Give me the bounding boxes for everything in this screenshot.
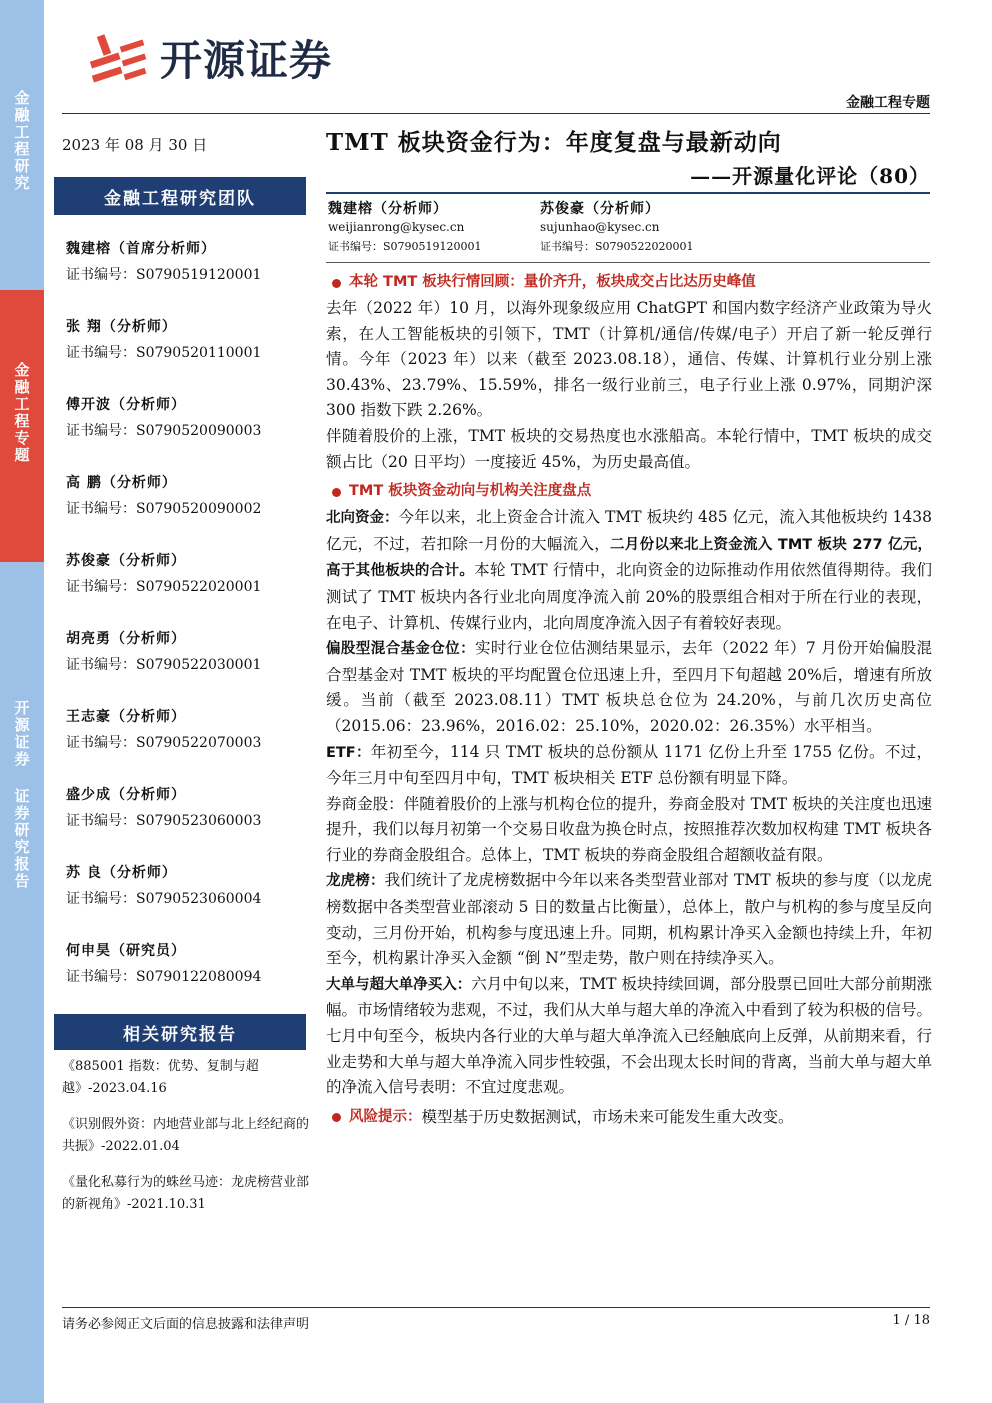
paragraph-highlight: 二月份以来北上资金流入 TMT 板块 277 亿元，高于其他板块的合计。 bbox=[326, 536, 932, 580]
author-email[interactable]: weijianrong@kysec.cn bbox=[328, 220, 465, 234]
analyst-name: 傅开波（分析师） bbox=[66, 397, 186, 413]
analyst-cert: 证书编号：S0790522070003 bbox=[66, 735, 262, 751]
report-body bbox=[326, 270, 932, 1130]
paragraph-northbound: 北向资金：今年以来，北上资金合计流入 TMT 板块约 485 亿元，流入其他板块约 1438 亿元，不过，若扣除一月份的大幅流入，二月份以来北上资金流入 TMT 板块 277 亿元，高于其他板块的合计。本轮 TMT 行情中，北向资金的边际推动作用依然值得期待。我们测试了 TMT 板块内各行业北向周度净流入前 20%的股票组合相对于所在行业的表现，在电子、计算机、传媒行业内，北向周度净流入因子有着较好表现。 bbox=[326, 508, 933, 632]
paragraph-broker-stocks: 券商金股：伴随着股价的上涨与机构仓位的提升，券商金股对 TMT 板块的关注度也迅速提升，我们以每月初第一个交易日收盘为换仓时点，按照推荐次数加权构建 TMT 板块各行业的券商金股组合。总体上，TMT 板块的券商金股组合超额收益有限。 bbox=[326, 794, 932, 864]
paragraph: 去年（2022 年）10 月，以海外现象级应用 ChatGPT 和国内数字经济产业政策为导火索，在人工智能板块的引领下，TMT（计算机/通信/传媒/电子）开启了新一轮反弹行情。今年（2023 年）以来（截至 2023.08.18），通信、传媒、计算机行业分别上涨 30.43%、23.79%、15.59%，排名一级行业前三，电子行业上涨 0.97%，同期沪深 300 指数下跌 2.26%。 bbox=[326, 299, 932, 420]
section-heading-text: TMT 板块资金动向与机构关注度盘点 bbox=[349, 483, 592, 500]
footer-disclaimer: 请务必参阅正文后面的信息披露和法律声明 bbox=[62, 1317, 310, 1332]
analyst-name: 苏俊豪（分析师） bbox=[66, 553, 186, 569]
analyst-cert: 证书编号：S0790522020001 bbox=[66, 579, 262, 595]
author-name: 苏俊豪（分析师） bbox=[540, 201, 660, 217]
report-date: 2023 年 08 月 30 日 bbox=[62, 136, 208, 154]
author-name: 魏建榕（分析师） bbox=[328, 201, 448, 217]
side-label-topic: 金融工程专题 bbox=[0, 290, 44, 562]
analyst-name: 苏 良（分析师） bbox=[66, 865, 177, 881]
analyst-cert: 证书编号：S0790520090002 bbox=[66, 501, 262, 517]
analyst-name: 胡亮勇（分析师） bbox=[66, 631, 186, 647]
analyst-name: 王志豪（分析师） bbox=[66, 709, 186, 725]
related-report-link[interactable]: 《识别假外资：内地营业部与北上经纪商的共振》-2022.01.04 bbox=[62, 1117, 310, 1154]
analyst-name: 魏建榕（首席分析师） bbox=[66, 241, 216, 257]
analyst-cert: 证书编号：S0790523060003 bbox=[66, 813, 262, 829]
team-title-bar: 金融工程研究团队 bbox=[54, 177, 306, 215]
analyst-item bbox=[66, 394, 306, 472]
analyst-cert: 证书编号：S0790122080094 bbox=[66, 969, 262, 985]
analyst-list bbox=[66, 238, 306, 1018]
author-cert: 证书编号：S0790522020001 bbox=[540, 240, 694, 253]
side-label-research: 金融工程研究 bbox=[12, 90, 31, 192]
analyst-cert: 证书编号：S0790520110001 bbox=[66, 345, 262, 361]
analyst-item bbox=[66, 862, 306, 940]
related-reports-title-bar: 相关研究报告 bbox=[54, 1014, 306, 1050]
analyst-name: 盛少成（分析师） bbox=[66, 787, 186, 803]
risk-warning bbox=[326, 1105, 932, 1131]
brand-name: 开源证券 bbox=[160, 36, 333, 85]
paragraph-label: 券商金股： bbox=[326, 794, 404, 813]
paragraph-label: ETF： bbox=[326, 744, 371, 761]
analyst-cert: 证书编号：S0790522030001 bbox=[66, 657, 262, 673]
related-reports-list bbox=[62, 1056, 310, 1230]
paragraph-large-orders: 大单与超大单净买入：六月中旬以来，TMT 板块持续回调，部分股票已回吐大部分前期涨幅。市场情绪较为悲观，不过，我们从大单与超大单的净流入中看到了较为积极的信号。七月中旬至今，板块内各行业的大单与超大单净流入已经触底向上反弹，从前期来看，行业走势和大单与超大单净流入同步性较强，不会出现太长时间的背离，当前大单与超大单的净流入信号表明：不宜过度悲观。 bbox=[326, 974, 932, 1097]
section-heading-text: 本轮 TMT 板块行情回顾：量价齐升，板块成交占比达历史峰值 bbox=[349, 274, 756, 291]
author-divider-bottom bbox=[326, 262, 930, 263]
author-block bbox=[540, 198, 694, 254]
analyst-item bbox=[66, 316, 306, 394]
paragraph-label: 大单与超大单净买入： bbox=[326, 976, 472, 993]
analyst-item bbox=[66, 784, 306, 862]
analyst-cert: 证书编号：S0790520090003 bbox=[66, 423, 262, 439]
related-report-link[interactable]: 《量化私募行为的蛛丝马迹：龙虎榜营业部的新视角》-2021.10.31 bbox=[62, 1175, 310, 1212]
analyst-cert: 证书编号：S0790519120001 bbox=[66, 267, 262, 283]
analyst-name: 张 翔（分析师） bbox=[66, 319, 177, 335]
analyst-item bbox=[66, 706, 306, 784]
header-divider bbox=[62, 113, 930, 114]
section-heading bbox=[326, 270, 932, 296]
paragraph-dragon-tiger: 龙虎榜：我们统计了龙虎榜数据中今年以来各类型营业部对 TMT 板块的参与度（以龙虎榜数据中各类型营业部滚动 5 日的数量占比衡量），总体上，散户与机构的参与度呈反向变动，三月份开始，机构参与度迅速上升。同期，机构累计净买入金额也持续上升，年初至今，机构累计净买入金额 “倒 N”型走势，散户则在持续净买入。 bbox=[326, 871, 933, 968]
analyst-item bbox=[66, 472, 306, 550]
bullet-icon bbox=[332, 488, 341, 497]
footer-divider bbox=[62, 1307, 930, 1308]
risk-label: 风险提示： bbox=[349, 1108, 422, 1125]
report-subtitle: ——开源量化评论（80） bbox=[690, 164, 930, 188]
analyst-item bbox=[66, 628, 306, 706]
brand-logo bbox=[86, 28, 332, 88]
author-block bbox=[328, 198, 482, 254]
analyst-item bbox=[66, 550, 306, 628]
analyst-cert: 证书编号：S0790523060004 bbox=[66, 891, 262, 907]
paragraph-fund-position: 偏股型混合基金仓位：实时行业仓位估测结果显示，去年（2022 年）7 月份开始偏股混合型基金对 TMT 板块的平均配置仓位迅速上升，至四月下旬超越 20%后，增速有所放缓。当前（截至 2023.08.11）TMT 板块总仓位为 24.20%，与前几次历史高位（2015.06：23.96%，2016.02：25.10%，2020.02：26.35%）水平相当。 bbox=[326, 639, 932, 735]
analyst-item bbox=[66, 238, 306, 316]
related-report-link[interactable]: 《885001 指数：优势、复制与超越》-2023.04.16 bbox=[62, 1059, 259, 1096]
paragraph-etf: ETF：年初至今，114 只 TMT 板块的总份额从 1171 亿份上升至 1755 亿份。不过，今年三月中旬至四月中旬，TMT 板块相关 ETF 总份额有明显下降。 bbox=[326, 742, 932, 788]
section-heading bbox=[326, 479, 932, 505]
analyst-item bbox=[66, 940, 306, 1018]
report-category: 金融工程专题 bbox=[846, 95, 930, 111]
bullet-icon bbox=[332, 279, 341, 288]
paragraph-label: 偏股型混合基金仓位： bbox=[326, 641, 475, 658]
page-number: 1 / 18 bbox=[892, 1313, 930, 1328]
kysec-logo-icon bbox=[86, 29, 150, 87]
paragraph-label: 北向资金： bbox=[326, 510, 399, 527]
author-cert: 证书编号：S0790519120001 bbox=[328, 240, 482, 253]
paragraph: 伴随着股价的上涨，TMT 板块的交易热度也水涨船高。本轮行情中，TMT 板块的成交额占比（20 日平均）一度接近 45%，为历史最高值。 bbox=[326, 426, 932, 471]
analyst-name: 高 鹏（分析师） bbox=[66, 475, 177, 491]
paragraph-label: 龙虎榜： bbox=[326, 873, 385, 890]
author-divider-top bbox=[326, 192, 930, 194]
side-label-brand-report: 开源证券 证券研究报告 bbox=[12, 700, 31, 890]
bullet-icon bbox=[332, 1113, 341, 1122]
risk-text: 模型基于历史数据测试，市场未来可能发生重大改变。 bbox=[421, 1107, 794, 1126]
analyst-name: 何申昊（研究员） bbox=[66, 943, 186, 959]
author-email[interactable]: sujunhao@kysec.cn bbox=[540, 220, 660, 234]
report-title: TMT 板块资金行为：年度复盘与最新动向 bbox=[326, 129, 782, 156]
